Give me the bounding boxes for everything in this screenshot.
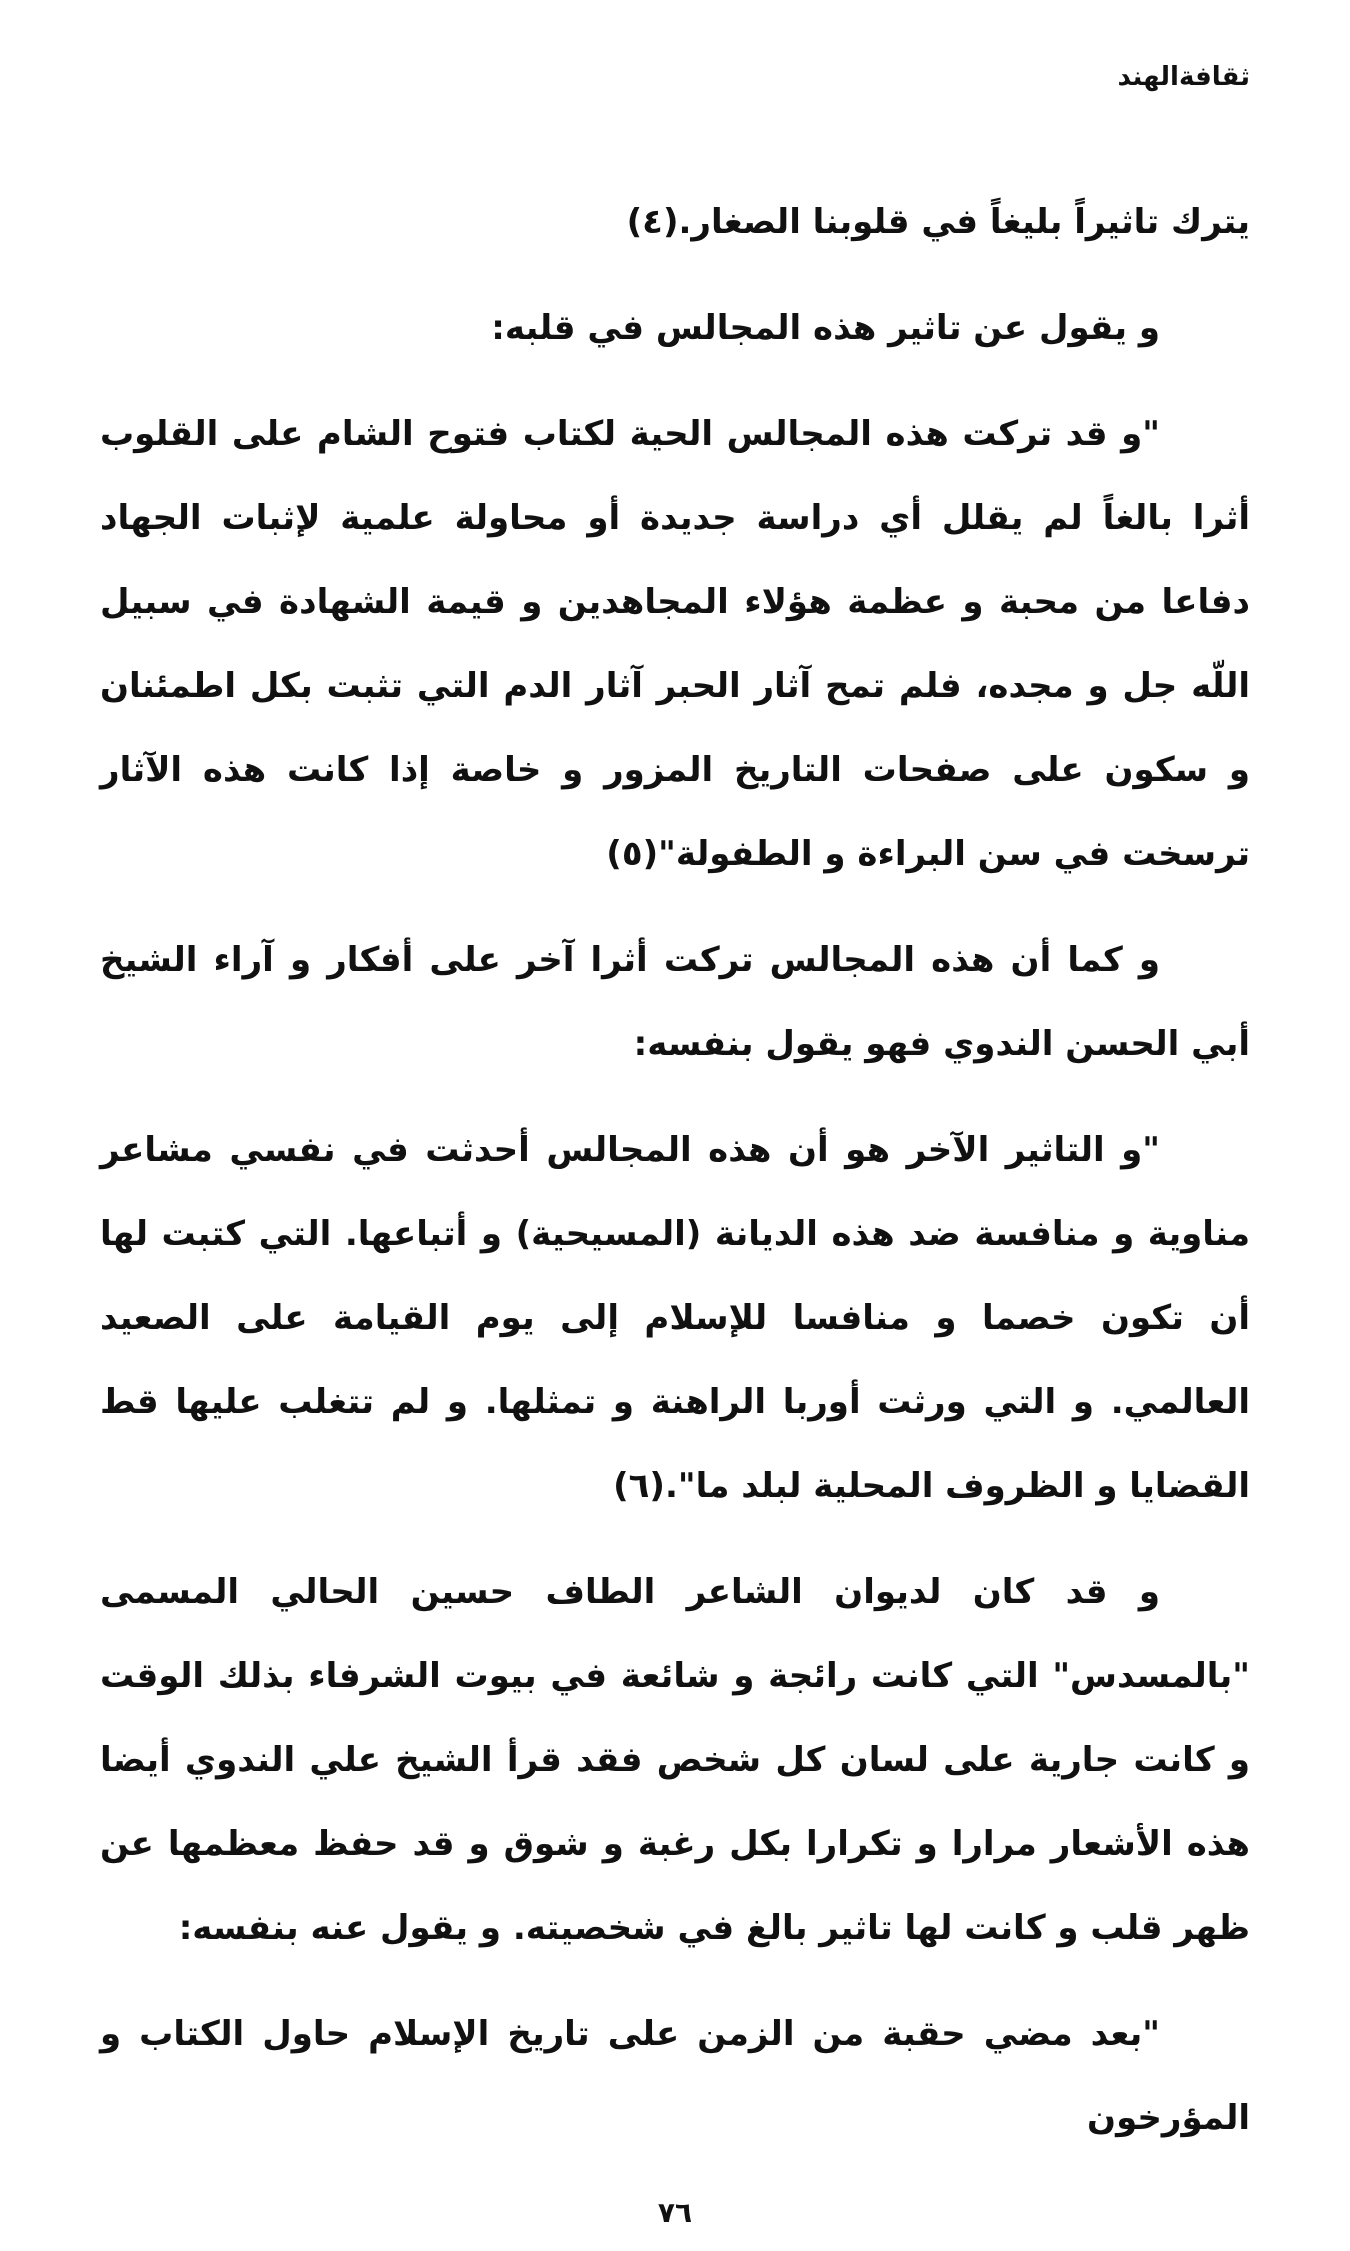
page-body-text [100, 180, 1250, 2160]
paragraph-1: يترك تاثيراً بليغاً في قلوبنا الصغار.(٤) [626, 202, 1250, 242]
paragraph-4: و كما أن هذه المجالس تركت أثرا آخر على أفكار و آراء الشيخ أبي الحسن الندوي فهو يقول بنفسه: [100, 940, 1250, 1064]
paragraph-gap [100, 1970, 1250, 1992]
paragraph-2: و يقول عن تاثير هذه المجالس في قلبه: [491, 308, 1160, 348]
paragraph-gap [100, 1528, 1250, 1550]
paragraph-gap [100, 370, 1250, 392]
running-header-title: ثقافةالهند [1117, 62, 1250, 92]
paragraph-gap [100, 264, 1250, 286]
paragraph-7-quote: "بعد مضي حقبة من الزمن على تاريخ الإسلام حاول الكتاب و المؤرخون [100, 2014, 1250, 2138]
page-number: ٧٦ [657, 2196, 693, 2229]
paragraph-gap [100, 896, 1250, 918]
paragraph-6: و قد كان لديوان الشاعر الطاف حسين الحالي المسمى "بالمسدس" التي كانت رائجة و شائعة في بيوت الشرفاء بذلك الوقت و كانت جارية على لسان كل شخص فقد قرأ الشيخ علي الندوي أيضا هذه الأشعار مرارا و تكرارا بكل رغبة و شوق و قد حفظ معظمها عن ظهر قلب و كانت لها تاثير بالغ في شخصيته. و يقول عنه بنفسه: [100, 1572, 1250, 1948]
paragraph-gap [100, 1086, 1250, 1108]
paragraph-5-quote: "و التاثير الآخر هو أن هذه المجالس أحدثت في نفسي مشاعر مناوية و منافسة ضد هذه الديانة (المسيحية) و أتباعها. التي كتبت لها أن تكون خصما و منافسا للإسلام إلى يوم القيامة على الصعيد العالمي. و التي ورثت أوربا الراهنة و تمثلها. و لم تتغلب عليها قط القضايا و الظروف المحلية لبلد ما".(٦) [100, 1130, 1250, 1506]
paragraph-3-quote: "و قد تركت هذه المجالس الحية لكتاب فتوح الشام على القلوب أثرا بالغاً لم يقلل أي دراسة جديدة أو محاولة علمية لإثبات الجهاد دفاعا من محبة و عظمة هؤلاء المجاهدين و قيمة الشهادة في سبيل اللّه جل و مجده، فلم تمح آثار الحبر آثار الدم التي تثبت بكل اطمئنان و سكون على صفحات التاريخ المزور و خاصة إذا كانت هذه الآثار ترسخت في سن البراءة و الطفولة"(٥) [100, 414, 1250, 874]
